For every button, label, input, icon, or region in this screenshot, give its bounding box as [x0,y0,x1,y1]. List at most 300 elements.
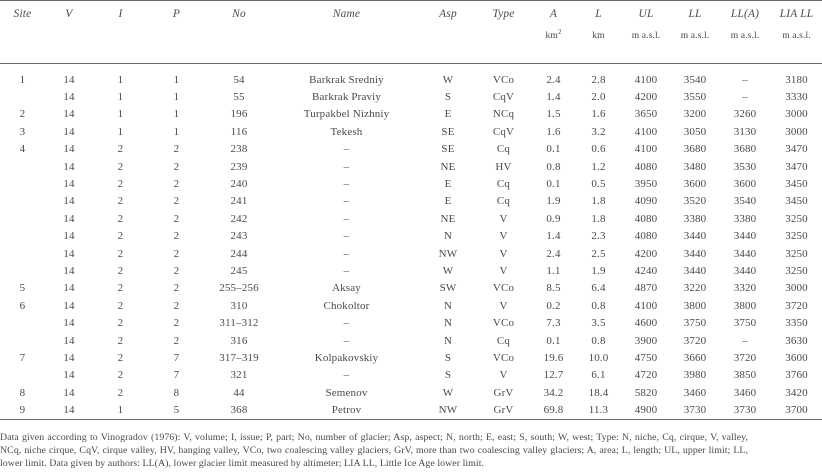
cell-lia: 3250 [785,264,808,277]
cell-site [0,88,45,105]
cell-v: 14 [63,125,75,138]
cell-lia: 3760 [785,369,808,382]
cell-ll: 3750 [683,317,707,330]
cell-lla: 3600 [733,178,757,191]
cell-no: 240 [230,178,248,191]
cell-ul: 4100 [634,125,658,138]
cell-i: 1 [117,73,124,86]
cell-type: VCo [492,282,515,295]
cell-v: 14 [63,299,75,312]
table-row [0,349,822,366]
cell-lia: 3000 [785,108,808,121]
cell-i: 2 [117,386,124,399]
cell-l: 0.8 [591,334,606,347]
cell-site [0,245,45,262]
col-unit-lla: m a.s.l. [730,30,760,41]
cell-no: 321 [230,369,248,382]
cell-name: – [343,212,350,225]
cell-type: Cq [496,334,511,347]
table-row [0,280,822,297]
cell-type: Cq [496,178,511,191]
cell-site: 3 [19,125,26,138]
cell-lla: 3440 [733,247,757,260]
cell-p: 2 [173,212,180,225]
table-body [0,64,822,419]
cell-lla: – [742,73,748,86]
cell-ul: 4090 [634,195,658,208]
cell-i: 2 [117,160,124,173]
cell-ul: 4200 [634,91,658,104]
cell-i: 2 [117,317,124,330]
header-spacer [0,54,822,64]
cell-lla: 3730 [733,404,757,417]
cell-name: – [343,317,350,330]
col-unit-l: km [592,30,605,41]
cell-l: 2.0 [591,91,606,104]
cell-asp: N [443,299,453,312]
cell-lla: 3440 [733,230,757,243]
cell-v: 14 [63,160,75,173]
cell-i: 2 [117,299,124,312]
cell-a: 0.1 [546,334,561,347]
table-footnote: Data given according to Vinogradov (1976): V, volume; I, issue; P, part; No, number of glacier; Asp, aspect; N, north; E, east; S, south; W, west; Type: N, niche, Cq, cirque, V, valley, NCq, niche cirque, CqV, cirque valley, HV, hanging valley, VCo, two coalescing valley glaciers, GrV, more than two coalescing valley glaciers; A, area; L, length; UL, upper limit; LL, lower limit. Data given by authors: LL(A), lower glacier limit measured by altimeter; LIA LL, Little Ice Age lower limit. [0,431,748,470]
cell-a: 0.1 [546,178,561,191]
cell-i: 2 [117,178,124,191]
cell-no: 245 [230,264,248,277]
cell-ul: 4080 [634,160,658,173]
cell-site [0,262,45,279]
cell-ll: 3800 [683,299,707,312]
cell-name: Aksay [332,282,361,295]
cell-lia: 3720 [785,299,808,312]
col-unit-a [531,27,576,54]
cell-p: 1 [173,108,180,121]
table-row [0,141,822,158]
cell-l: 10.0 [588,351,609,364]
cell-no: 316 [230,334,248,347]
cell-i: 2 [117,334,124,347]
cell-asp: S [444,351,452,364]
cell-p: 2 [173,334,180,347]
cell-a: 2.4 [546,73,561,86]
cell-site [0,332,45,349]
cell-a: 1.1 [546,264,561,277]
cell-site: 1 [19,73,26,86]
table-row [0,228,822,245]
cell-lia: 3330 [785,91,808,104]
cell-asp: NE [440,212,456,225]
cell-l: 2.8 [591,73,606,86]
cell-name: Barkrak Sredniy [309,73,384,86]
cell-i: 2 [117,264,124,277]
cell-i: 2 [117,369,124,382]
col-header-p: P [172,8,181,20]
unit-a-exponent: 2 [557,28,562,36]
col-unit-no [205,27,273,54]
cell-l: 1.8 [591,195,606,208]
cell-no: 242 [230,212,248,225]
cell-name: – [343,230,350,243]
cell-ul: 4750 [634,351,658,364]
cell-a: 7.3 [546,317,561,330]
cell-ul: 3950 [634,178,658,191]
col-unit-name [273,27,420,54]
cell-lia: 3450 [785,195,808,208]
cell-ll: 3380 [683,212,707,225]
table-row [0,210,822,227]
cell-ul: 4080 [634,230,658,243]
cell-p: 2 [173,230,180,243]
cell-l: 0.8 [591,299,606,312]
cell-no: 243 [230,230,248,243]
cell-ll: 3050 [683,125,707,138]
cell-site: 5 [19,282,26,295]
cell-lia: 3350 [785,317,808,330]
cell-site: 6 [19,299,26,312]
cell-name: Barkrak Praviy [312,91,381,104]
cell-lia: 3180 [785,73,808,86]
cell-a: 0.1 [546,143,561,156]
cell-lia: 3470 [785,160,808,173]
cell-ul: 4100 [634,299,658,312]
col-header-lia: LIA LL [779,8,814,20]
cell-ll: 3440 [683,247,707,260]
col-header-ul: UL [638,8,654,20]
cell-lla: 3260 [733,108,757,121]
cell-v: 14 [63,91,75,104]
cell-ll: 3440 [683,230,707,243]
col-header-name: Name [332,8,361,20]
cell-p: 2 [173,299,180,312]
cell-ll: 3520 [683,195,707,208]
cell-name: Petrov [331,404,362,417]
col-unit-p [148,27,205,54]
cell-lla: 3720 [733,351,757,364]
cell-ll: 3980 [683,369,707,382]
cell-lla: 3460 [733,386,757,399]
cell-ul: 4100 [634,73,658,86]
cell-p: 2 [173,264,180,277]
cell-lla: 3530 [733,160,757,173]
cell-l: 2.5 [591,247,606,260]
cell-l: 6.4 [591,282,606,295]
cell-p: 7 [173,369,180,382]
cell-site [0,228,45,245]
cell-name: – [343,369,350,382]
table-row [0,314,822,331]
cell-v: 14 [63,264,75,277]
table-row [0,245,822,262]
cell-asp: S [444,369,452,382]
cell-l: 1.9 [591,264,606,277]
cell-ll: 3660 [683,351,707,364]
col-unit-asp [420,27,476,54]
cell-l: 6.1 [591,369,606,382]
col-unit-type [476,27,531,54]
cell-ll: 3220 [683,282,707,295]
cell-site: 2 [19,108,26,121]
cell-p: 2 [173,195,180,208]
col-header-site: Site [13,8,32,20]
cell-type: V [499,247,508,260]
cell-site [0,314,45,331]
cell-type: Cq [496,143,511,156]
cell-lla: 3320 [733,282,757,295]
cell-l: 3.5 [591,317,606,330]
cell-site [0,175,45,192]
cell-ul: 4240 [634,264,658,277]
cell-l: 11.3 [588,404,609,417]
cell-asp: W [442,386,454,399]
cell-type: V [499,212,508,225]
cell-lia: 3000 [785,125,808,138]
cell-no: 311–312 [219,317,259,330]
col-unit-i [93,27,148,54]
col-header-i: I [118,8,123,20]
cell-ll: 3720 [683,334,707,347]
cell-asp: W [442,264,454,277]
cell-lla: – [742,91,748,104]
cell-ul: 3900 [634,334,658,347]
cell-no: 255–256 [219,282,259,295]
cell-name: – [343,195,350,208]
cell-ul: 4200 [634,247,658,260]
cell-no: 196 [230,108,248,121]
cell-p: 2 [173,160,180,173]
cell-name: Kolpakovskiy [314,351,379,364]
cell-ul: 4080 [634,212,658,225]
cell-asp: NW [438,404,458,417]
cell-ll: 3600 [683,178,707,191]
cell-i: 2 [117,282,124,295]
cell-i: 1 [117,91,124,104]
col-unit-v [45,27,93,54]
cell-name: Tekesh [330,125,363,138]
cell-i: 2 [117,195,124,208]
cell-a: 1.4 [546,91,561,104]
cell-i: 2 [117,143,124,156]
cell-name: – [343,178,350,191]
table-row [0,384,822,401]
cell-asp: SW [439,282,457,295]
cell-type: Cq [496,195,511,208]
cell-lla: 3750 [733,317,757,330]
cell-lia: 3420 [785,386,808,399]
cell-lia: 3250 [785,230,808,243]
col-header-a: A [549,8,558,20]
cell-p: 1 [173,73,180,86]
cell-p: 1 [173,91,180,104]
cell-name: Semenov [325,386,368,399]
cell-i: 1 [117,125,124,138]
cell-a: 19.6 [543,351,564,364]
cell-lia: 3000 [785,282,808,295]
cell-type: GrV [493,404,514,417]
cell-lla: 3130 [733,125,757,138]
cell-p: 2 [173,247,180,260]
table-row [0,367,822,384]
table-row [0,193,822,210]
cell-asp: N [443,334,453,347]
cell-a: 1.4 [546,230,561,243]
cell-type: NCq [492,108,515,121]
col-header-l: L [595,8,602,20]
cell-no: 44 [233,386,245,399]
cell-lia: 3700 [785,404,808,417]
cell-ul: 3650 [634,108,658,121]
cell-lia: 3630 [785,334,808,347]
cell-l: 18.4 [588,386,609,399]
cell-site: 8 [19,386,26,399]
cell-lia: 3250 [785,212,808,225]
cell-no: 241 [230,195,248,208]
table-row [0,64,822,88]
cell-v: 14 [63,73,75,86]
cell-lla: 3380 [733,212,757,225]
table-row [0,106,822,123]
cell-a: 1.5 [546,108,561,121]
cell-a: 34.2 [543,386,564,399]
cell-i: 2 [117,351,124,364]
cell-a: 0.2 [546,299,561,312]
cell-l: 0.6 [591,143,606,156]
cell-lla: 3440 [733,264,757,277]
cell-asp: E [444,178,452,191]
cell-lla: 3540 [733,195,757,208]
cell-name: – [343,160,350,173]
cell-i: 1 [117,108,124,121]
cell-i: 2 [117,230,124,243]
table-row [0,332,822,349]
cell-asp: NE [440,160,456,173]
cell-ll: 3200 [683,108,707,121]
cell-asp: W [442,73,454,86]
table-header [0,1,822,65]
cell-no: 55 [233,91,245,104]
cell-asp: SE [441,125,455,138]
cell-l: 1.6 [591,108,606,121]
cell-type: V [499,230,508,243]
cell-type: VCo [492,73,515,86]
header-row-labels [0,1,822,27]
cell-l: 1.8 [591,212,606,225]
cell-no: 116 [230,125,248,138]
cell-a: 2.4 [546,247,561,260]
table-foot [0,419,822,420]
col-header-type: Type [492,8,515,20]
cell-p: 2 [173,178,180,191]
cell-p: 8 [173,386,180,399]
cell-i: 2 [117,212,124,225]
cell-site: 7 [19,351,26,364]
cell-v: 14 [63,334,75,347]
cell-ul: 5820 [634,386,658,399]
cell-p: 2 [173,282,180,295]
cell-lia: 3250 [785,247,808,260]
cell-a: 1.6 [546,125,561,138]
cell-ll: 3440 [683,264,707,277]
cell-asp: NW [438,247,458,260]
cell-p: 5 [173,404,180,417]
cell-asp: E [444,195,452,208]
table-row [0,262,822,279]
cell-v: 14 [63,108,75,121]
col-header-v: V [65,8,73,20]
header-row-units [0,27,822,54]
cell-no: 244 [230,247,248,260]
cell-no: 239 [230,160,248,173]
cell-lla: 3680 [733,143,757,156]
cell-name: – [343,247,350,260]
cell-site [0,210,45,227]
cell-l: 1.2 [591,160,606,173]
table-row [0,175,822,192]
cell-v: 14 [63,386,75,399]
cell-ll: 3480 [683,160,707,173]
cell-site [0,158,45,175]
cell-no: 310 [230,299,248,312]
cell-v: 14 [63,178,75,191]
cell-site [0,367,45,384]
cell-l: 0.5 [591,178,606,191]
cell-ul: 4720 [634,369,658,382]
cell-asp: S [444,91,452,104]
cell-site [0,193,45,210]
cell-ll: 3730 [683,404,707,417]
cell-lia: 3470 [785,143,808,156]
cell-a: 12.7 [543,369,564,382]
col-unit-ul: m a.s.l. [631,30,661,41]
cell-type: CqV [492,91,515,104]
cell-p: 1 [173,125,180,138]
cell-type: HV [495,160,512,173]
cell-name: – [343,143,350,156]
table-row [0,123,822,140]
cell-ul: 4900 [634,404,658,417]
col-header-no: No [232,8,246,20]
unit-a-base: km [545,30,558,41]
cell-p: 7 [173,351,180,364]
cell-v: 14 [63,212,75,225]
cell-site: 9 [19,404,26,417]
col-header-asp: Asp [439,8,457,20]
cell-a: 69.8 [543,404,564,417]
cell-ll: 3460 [683,386,707,399]
cell-v: 14 [63,317,75,330]
cell-l: 3.2 [591,125,606,138]
col-unit-lia: m a.s.l. [782,30,811,41]
cell-l: 2.3 [591,230,606,243]
cell-no: 368 [230,404,248,417]
cell-no: 317–319 [219,351,259,364]
cell-ul: 4100 [634,143,658,156]
col-unit-site [0,27,45,54]
cell-type: VCo [492,351,515,364]
col-header-ll: LL [688,8,702,20]
rule-bottom [0,419,822,420]
cell-name: – [343,334,350,347]
cell-v: 14 [63,369,75,382]
cell-p: 2 [173,143,180,156]
cell-lla: 3850 [733,369,757,382]
cell-a: 8.5 [546,282,561,295]
table-row [0,88,822,105]
cell-type: V [499,264,508,277]
table-row [0,401,822,419]
cell-i: 1 [117,404,124,417]
cell-v: 14 [63,351,75,364]
cell-name: – [343,264,350,277]
